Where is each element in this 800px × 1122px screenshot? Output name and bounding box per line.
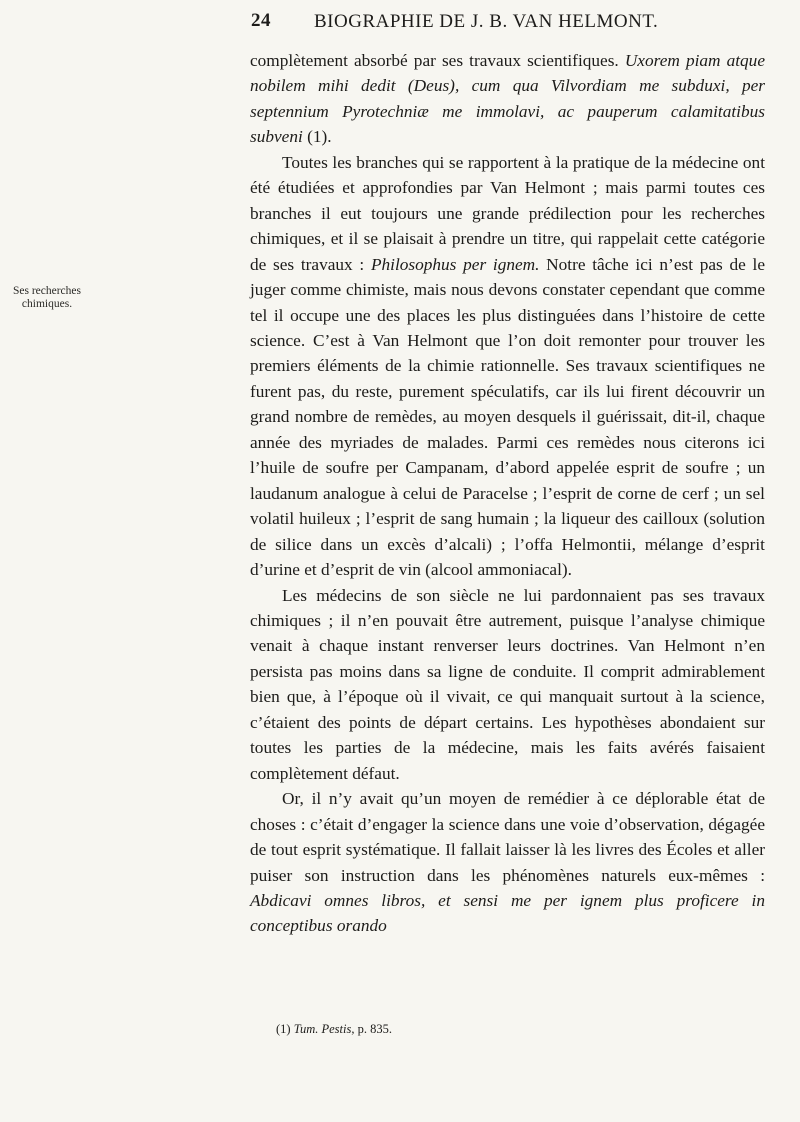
- page-number: 24: [251, 10, 271, 31]
- paragraph-4: [250, 786, 765, 939]
- main-text: [250, 48, 765, 939]
- latin-quote-2: Abdicavi omnes libros, et sensi me per ignem plus proficere in conceptibus orando: [250, 890, 765, 936]
- margin-note: Ses recherches chimiques.: [12, 285, 81, 310]
- paragraph-1-text: complètement absorbé par ses travaux scientifiques.: [250, 51, 625, 70]
- running-title: BIOGRAPHIE DE J. B. VAN HELMONT.: [314, 11, 659, 32]
- paragraph-1: [250, 48, 765, 150]
- paragraph-4-text: Or, il n’y avait qu’un moyen de remédier à ce déplorable état de choses : c’était d’engager la science dans une voie d’observation, dégagée de tout esprit systématique. Il fallait laisser là les livres des Écoles et aller puiser son instruction dans les phénomènes naturels eux-mêmes :: [250, 789, 765, 885]
- paragraph-2: [250, 150, 765, 583]
- footnote-page: , p. 835.: [351, 1022, 392, 1036]
- latin-quote: Uxorem piam atque nobilem mihi dedit (Deus), cum qua Vilvordiam me subduxi, per septennium Pyrotechniæ me immolavi, ac pauperum calamitatibus subveni: [250, 51, 765, 147]
- footnote-marker: (1): [276, 1022, 294, 1036]
- title-phrase: Philosophus per ignem.: [370, 254, 540, 274]
- paragraph-2-text-a: Toutes les branches qui se rapportent à la pratique de la médecine ont été étudiées et approfondies par Van Helmont ; mais parmi toutes ces branches il eut toujours une grande prédilection pour les recherches chimiques, et il se plaisait à prendre un titre, qui rappelait cette catégorie de ses travaux :: [250, 152, 765, 274]
- footnote-ref: (1).: [302, 127, 332, 147]
- paragraph-3: Les médecins de son siècle ne lui pardonnaient pas ses travaux chimiques ; il n’en pouvait être autrement, puisque l’analyse chimique venait à chaque instant renverser leurs doctrines. Van Helmont n’en persista pas moins dans sa ligne de conduite. Il comprit admirablement bien que, à l’époque où il vivait, ce qui manquait surtout à la science, c’étaient des points de départ certains. Les hypothèses abondaient sur toutes les parties de la médecine, mais les faits avérés faisaient complètement défaut.: [250, 585, 765, 783]
- paragraph-2-text-b: Notre tâche ici n’est pas de le juger comme chimiste, mais nous devons constater cependant que comme tel il occupe une des places les plus distinguées dans l’histoire de cette science. C’est à Van Helmont que l’on doit remonter pour trouver les premiers éléments de la chimie rationnelle. Ses travaux scientifiques ne furent pas, du reste, purement spéculatifs, car ils lui firent découvrir un grand nombre de remèdes, au moyen desquels il guérissait, dit-il, chaque année des myriades de malades. Parmi ces remèdes nous citerons ici l’huile de soufre per Campanam, d’abord appelée esprit de soufre ; un laudanum analogue à celui de Paracelse ; l’esprit de corne de cerf ; un sel volatil huileux ; l’esprit de sang humain ; la liqueur des cailloux (solution de silice dans un excès d’alcali) ; l’offa Helmontii, mélange d’esprit d’urine et d’esprit de vin (alcool ammoniacal).: [250, 254, 765, 580]
- footnote: [276, 1022, 766, 1037]
- footnote-source: Tum. Pestis: [293, 1022, 352, 1036]
